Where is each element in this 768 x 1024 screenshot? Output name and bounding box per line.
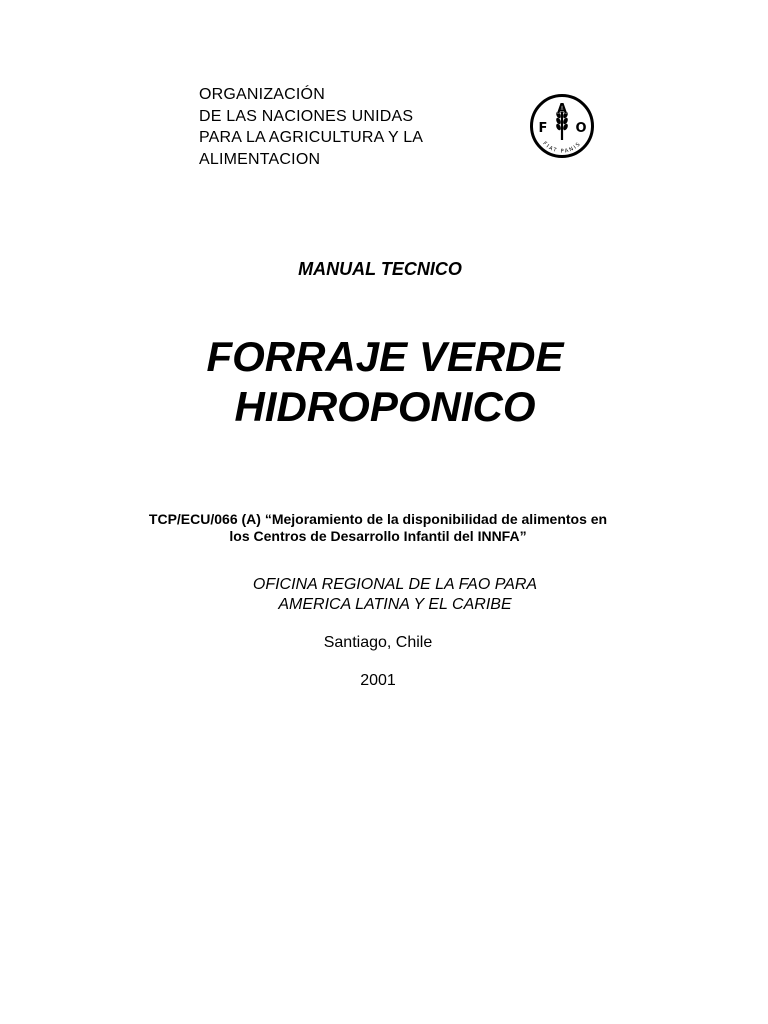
logo-letter-a: A [556,102,568,117]
project-line-1: TCP/ECU/066 (A) “Mejoramiento de la disponibilidad de alimentos en [148,511,608,527]
organization-line-2: DE LAS NACIONES UNIDAS [199,107,414,125]
fao-logo-icon [529,93,595,159]
title-line-1: FORRAJE VERDE [206,333,564,380]
document-type-label: MANUAL TECNICO [298,259,462,279]
regional-office [0,575,768,615]
logo-motto: FIAT PANIS [541,140,583,155]
organization-line-1: ORGANIZACIÓN [199,86,325,103]
publication-place: Santiago, Chile [323,634,433,651]
logo-letter-o: O [575,121,587,136]
organization-name [199,84,423,170]
office-line-2: AMERICA LATINA Y EL CARIBE [278,596,512,613]
document-title [0,332,768,432]
title-line-2: HIDROPONICO [234,383,536,430]
organization-line-4: ALIMENTACION [199,150,321,168]
logo-letter-f: F [538,121,548,136]
project-line-2: los Centros de Desarrollo Infantil del INNFA” [229,528,527,544]
organization-line-3: PARA LA AGRICULTURA Y LA [199,129,424,146]
project-description [0,511,756,545]
office-line-1: OFICINA REGIONAL DE LA FAO PARA [252,576,538,593]
publication-year: 2001 [360,672,396,689]
